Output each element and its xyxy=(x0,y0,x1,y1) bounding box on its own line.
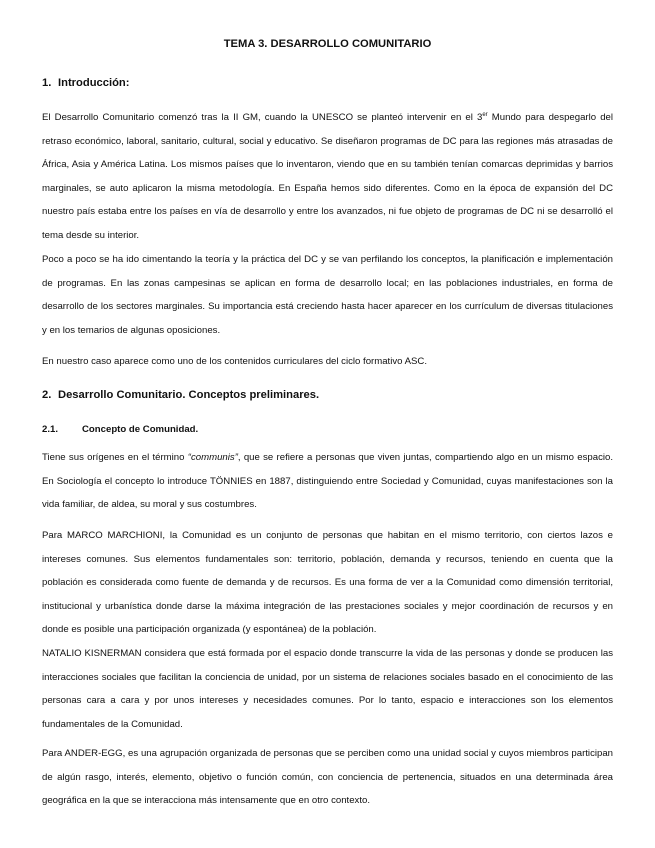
paragraph-text: Mundo para despegarlo del retraso económico, laboral, sanitario, cultural, social y educativo. Se diseñaron programas de DC para las regiones más atrasadas de África, Asia y América Latina. Los mismos países que lo inventaron, viendo que en su también tenían comarcas deprimidas y barrios marginales, se auto aplicaron la misma metodología. En España hemos sido diferentes. Como en la época de expansión del DC nuestro país estaba entre los países en vía de desarrollo y entre los avanzados, ni fue objeto de programas de DC ni se desarrolló el tema desde su interior. xyxy=(42,112,613,241)
section-heading-introduccion xyxy=(42,73,129,93)
section-heading-conceptos xyxy=(42,385,319,405)
paragraph-text: El Desarrollo Comunitario comenzó tras la II GM, cuando la UNESCO se planteó intervenir en el 3 xyxy=(42,112,483,123)
paragraph-origen-comunidad xyxy=(42,446,613,517)
subsection-title: Concepto de Comunidad. xyxy=(82,424,199,435)
paragraph-teoria-practica: Poco a poco se ha ido cimentando la teoría y la práctica del DC y se van perfilando los conceptos, la planificación e implementación de programas. En las zonas campesinas se aplican en forma de desarrollo local; en las poblaciones industriales, en forma de desarrollo de los sectores marginales. Su importancia está creciendo hasta hacer aparecer en los currículum de diversas titulaciones y en los temarios de algunas oposiciones. xyxy=(42,254,613,336)
paragraph-marchioni: Para MARCO MARCHIONI, la Comunidad es un conjunto de personas que habitan en el mismo territorio, con ciertos lazos e intereses comunes. Sus elementos fundamentales son: territorio, población, demanda y recursos, teniendo en cuenta que la población es considerada como fuente de demanda y de recursos. Es una forma de ver a la Comunidad como dimensión territorial, institucional y urbanística donde darse la máxima integración de las prestaciones sociales y mejor coordinación de recursos y en donde es posible una participación organizada (y espontánea) de la población. xyxy=(42,530,613,636)
paragraph-kisnerman: NATALIO KISNERMAN considera que está formada por el espacio donde transcurre la vida de las personas y donde se producen las interacciones sociales que facilitan la conciencia de unidad, por un sistema de relaciones sociales basado en el conocimiento de las personas cara a cara y por unos intereses y necesidades comunes. Por lo tanto, espacio e interacciones son los elementos fundamentales de la Comunidad. xyxy=(42,648,613,730)
paragraph-text: Tiene sus orígenes en el término xyxy=(42,452,188,463)
superscript-text: er xyxy=(482,111,488,118)
subsection-number: 2.1. xyxy=(42,424,59,435)
paragraph-ciclo-formativo: En nuestro caso aparece como uno de los contenidos curriculares del ciclo formativo ASC. xyxy=(42,356,428,367)
section-number: 2. xyxy=(42,389,52,401)
section-number: 1. xyxy=(42,77,52,89)
emphasis-text: “communis” xyxy=(187,452,238,463)
document-title: TEMA 3. DESARROLLO COMUNITARIO xyxy=(223,38,432,50)
section-title: Introducción: xyxy=(58,77,130,89)
paragraph-ander-egg: Para ANDER-EGG, es una agrupación organizada de personas que se perciben como una unidad social y cuyos miembros participan de algún rasgo, interés, elemento, objetivo o función común, con conciencia de pertenencia, situados en una determinada área geográfica en la que se interacciona más intensamente que en otro contexto. xyxy=(42,748,613,807)
section-title: Desarrollo Comunitario. Conceptos preliminares. xyxy=(58,389,320,401)
subsection-heading-concepto-comunidad xyxy=(42,420,198,440)
paragraph-text: , que se refiere a personas que viven juntas, compartiendo algo en un mismo espacio. En Sociología el concepto lo introduce TÖNNIES en 1887, distinguiendo entre Sociedad y Comunidad, cuyas manifestaciones son la vida familiar, de aldea, su moral y sus costumbres. xyxy=(42,452,613,511)
paragraph-introduccion xyxy=(42,106,613,248)
